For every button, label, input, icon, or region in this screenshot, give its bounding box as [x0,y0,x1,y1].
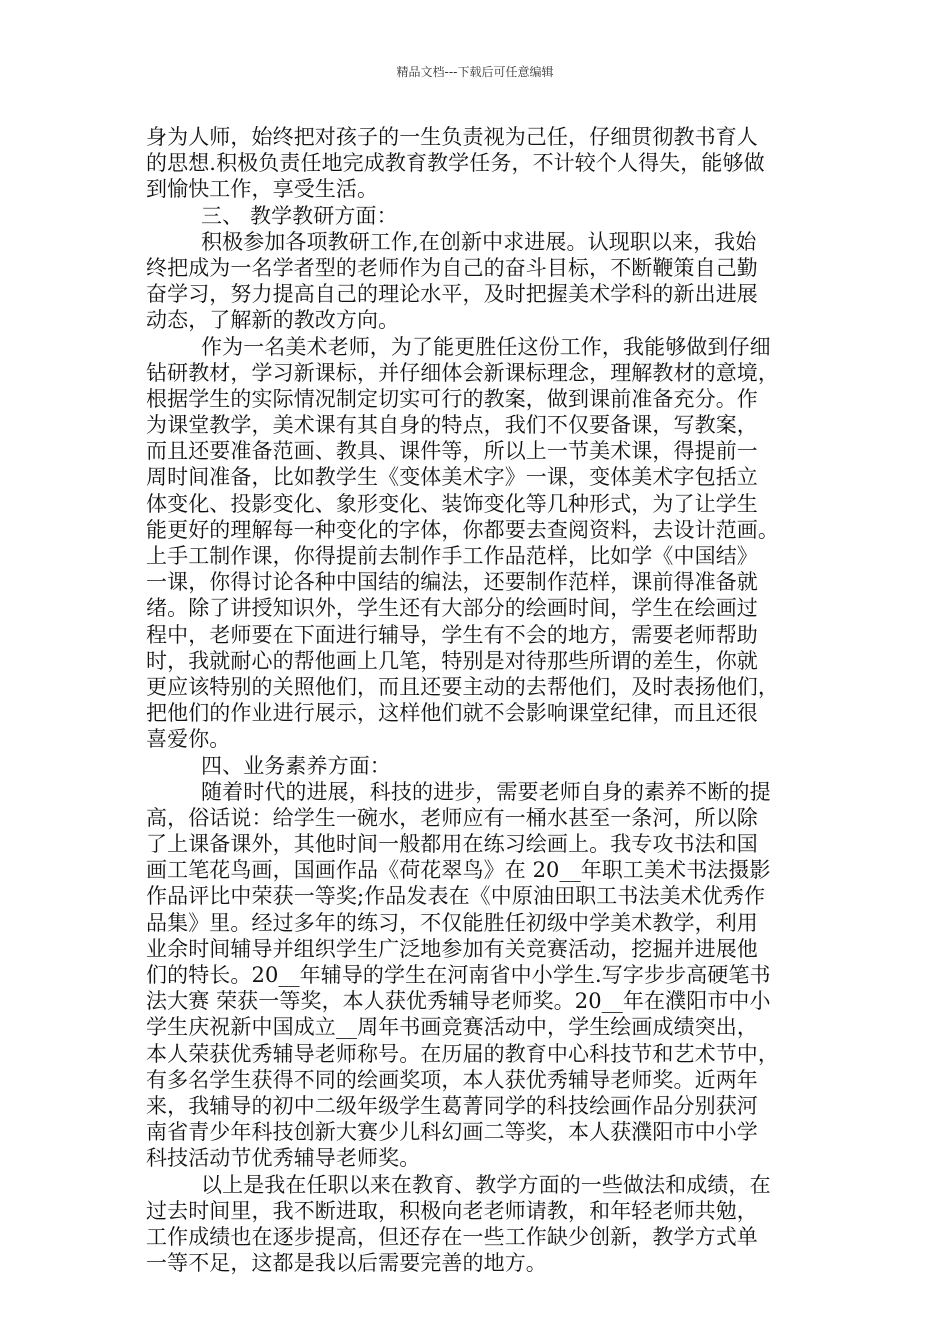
text-line: 周时间准备，比如教学生《变体美术字》一课，变体美术字包括立 [146,465,758,490]
text-line: 四、业务素养方面： [201,753,391,778]
text-line: 一等不足，这都是我以后需要完善的地方。 [146,1251,547,1276]
document-header: 精品文档---下载后可任意编辑 [396,65,554,79]
document-body [146,124,818,1276]
text-line: 画工笔花鸟画，国画作品《荷花翠鸟》在 20__年职工美术书法摄影 [146,858,771,883]
text-line: 而且还要准备范画、教具、课件等，所以上一节美术课，得提前一 [146,439,758,464]
text-line: 终把成为一名学者型的老师作为自己的奋斗目标，不断鞭策自己勤 [146,255,758,280]
text-line: 三、 教学教研方面： [201,203,398,228]
text-line: 作品评比中荣获一等奖;作品发表在《中原油田职工书法美术优秀作 [146,884,766,909]
text-line: 能更好的理解每一种变化的字体，你都要去查阅资料，去设计范画。 [146,517,779,542]
text-line: 本人荣获优秀辅导老师称号。在历届的教育中心科技节和艺术节中， [146,1041,779,1066]
text-line: 把他们的作业进行展示，这样他们就不会影响课堂纪律，而且还很 [146,701,758,726]
paragraph [146,1172,818,1277]
text-line: 身为人师，始终把对孩子的一生负责视为己任，仔细贯彻教书育人 [146,125,758,149]
text-line: 一课，你得讨论各种中国结的编法，还要制作范样，课前得准备就 [146,570,758,595]
text-line: 根据学生的实际情况制定切实可行的教案，做到课前准备充分。作 [146,386,758,411]
paragraph [146,779,818,1172]
text-line: 钻研教材，学习新课标，并仔细体会新课标理念，理解教材的意境， [146,360,779,385]
paragraph [146,334,818,753]
text-line: 更应该特别的关照他们，而且还要主动的去帮他们，及时表扬他们， [146,674,779,699]
text-line: 作为一名美术老师，为了能更胜任这份工作，我能够做到仔细 [201,334,771,359]
text-line: 法大赛 荣获一等奖，本人获优秀辅导老师奖。20__年在濮阳市中小 [146,989,771,1014]
text-line: 时，我就耐心的帮他画上几笔，特别是对待那些所谓的差生，你就 [146,648,758,673]
text-line: 到愉快工作，享受生活。 [146,177,379,202]
text-line: 南省青少年科技创新大赛少儿科幻画二等奖，本人获濮阳市中小学 [146,1120,758,1145]
text-line: 的思想.积极负责任地完成教育教学任务，不计较个人得失，能够做 [146,151,765,176]
text-line: 业余时间辅导并组织学生广泛地参加有关竞赛活动，挖掘并进展他 [146,936,758,961]
text-line: 上手工制作课，你得提前去制作手工作品范样，比如学《中国结》 [146,544,758,568]
text-line: 积极参加各项教研工作,在创新中求进展。认现职以来，我始 [201,229,757,254]
text-line: 来，我辅导的初中二级年级学生葛菁同学的科技绘画作品分别获河 [146,1093,758,1118]
text-line: 科技活动节优秀辅导老师奖。 [146,1146,421,1171]
text-line: 随着时代的进展，科技的进步，需要老师自身的素养不断的提 [201,779,771,804]
text-line: 喜爱你。 [146,727,231,752]
text-line: 动态，了解新的教改方向。 [146,308,400,333]
text-line: 品集》里。经过多年的练习，不仅能胜任初级中学美术教学，利用 [146,910,758,935]
paragraph [146,124,818,203]
text-line: 高，俗话说：给学生一碗水，老师应有一桶水甚至一条河，所以除 [146,805,758,830]
text-line: 奋学习，努力提高自己的理论水平，及时把握美术学科的新出进展 [146,282,758,307]
text-line: 程中，老师要在下面进行辅导，学生有不会的地方，需要老师帮助 [146,622,758,647]
text-line: 过去时间里，我不断进取，积极向老老师请教，和年轻老师共勉， [146,1198,758,1223]
paragraph [146,229,818,334]
text-line: 绪。除了讲授知识外，学生还有大部分的绘画时间，学生在绘画过 [146,596,758,621]
text-line: 体变化、投影变化、象形变化、装饰变化等几种形式，为了让学生 [146,491,758,516]
text-line: 学生庆祝新中国成立__周年书画竞赛活动中，学生绘画成绩突出， [146,1015,758,1040]
text-line: 有多名学生获得不同的绘画奖项，本人获优秀辅导老师奖。近两年 [146,1067,758,1092]
text-line: 们的特长。20__年辅导的学生在河南省中小学生.写字步步高硬笔书 [146,963,771,987]
text-line: 了上课备课外，其他时间一般都用在练习绘画上。我专攻书法和国 [146,832,758,857]
paragraph [146,753,818,779]
text-line: 为课堂教学，美术课有其自身的特点，我们不仅要备课，写教案， [146,413,758,438]
text-line: 工作成绩也在逐步提高，但还存在一些工作缺少创新，教学方式单 [146,1224,758,1249]
paragraph [146,203,818,229]
text-line: 以上是我在任职以来在教育、教学方面的一些做法和成绩，在 [201,1172,771,1197]
